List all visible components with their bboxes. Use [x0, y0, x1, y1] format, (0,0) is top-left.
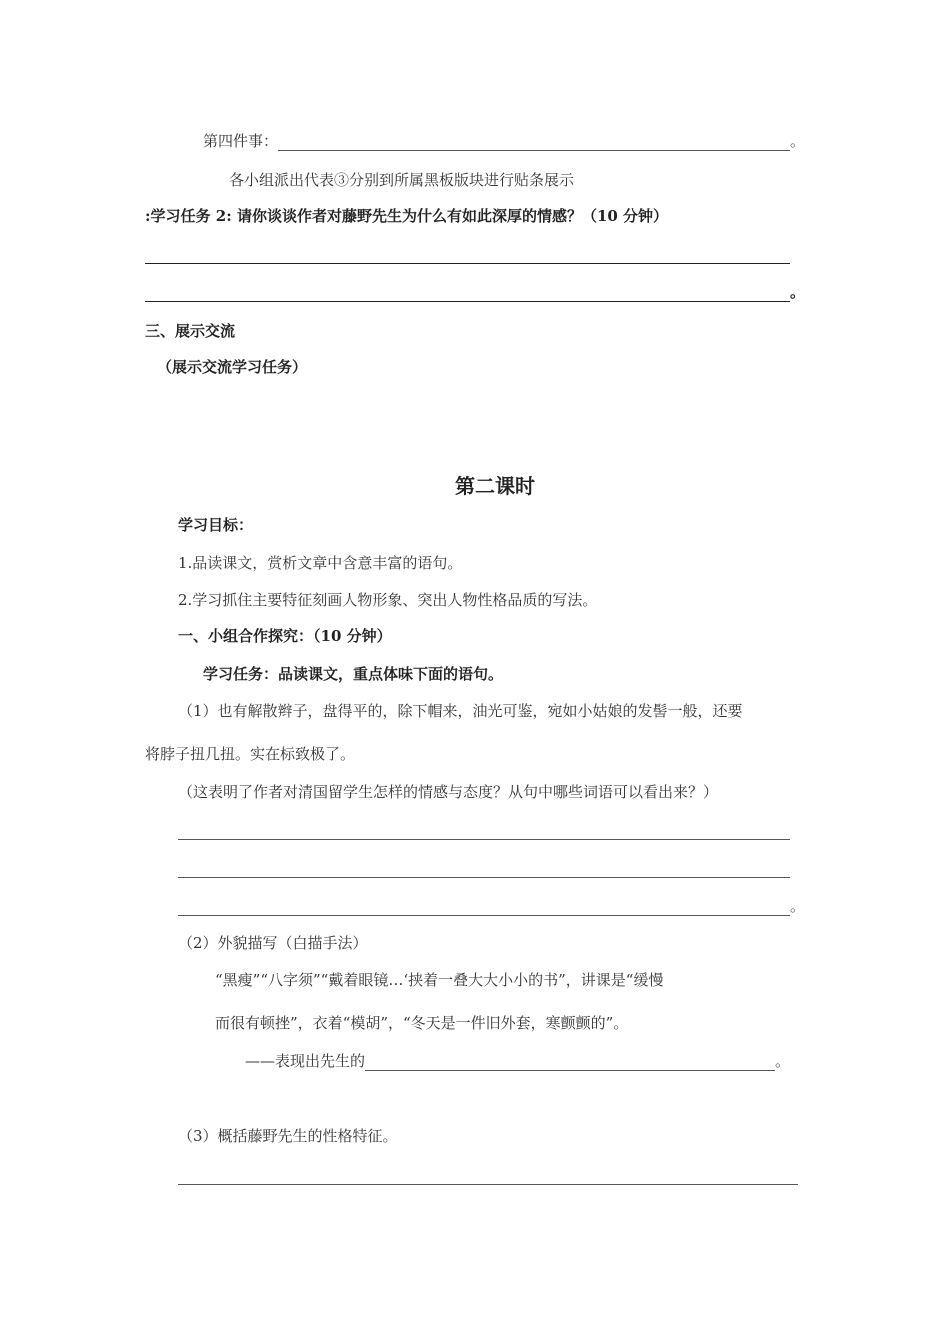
- q2-answer-blank[interactable]: [365, 1056, 775, 1071]
- fourth-event-label: 第四件事：: [203, 132, 279, 150]
- task2-answer-line-1[interactable]: [145, 244, 790, 264]
- q3-answer-line[interactable]: [178, 1165, 798, 1185]
- goal-1: 1.品读课文，赏析文章中含意丰富的语句。: [178, 554, 463, 572]
- q1-answer-line-3[interactable]: [178, 896, 805, 916]
- lesson2-title: 第二课时: [455, 474, 535, 498]
- q1-answer-line-1[interactable]: [178, 820, 790, 840]
- q1-answer-line-2[interactable]: [178, 858, 790, 878]
- q2-answer-line: [245, 1051, 790, 1071]
- q3-heading: （3）概括藤野先生的性格特征。: [178, 1127, 398, 1145]
- period: 。: [775, 1052, 791, 1070]
- goals-heading: 学习目标：: [178, 516, 254, 534]
- section3-note: （展示交流学习任务）: [157, 358, 308, 376]
- period: 。: [790, 897, 806, 915]
- period: 。: [790, 283, 806, 301]
- q2-quote-line-1: “黑瘦”“八字须”“戴着眼镜…‘挟着一叠大大小小的书”，讲课是“缓慢: [215, 971, 664, 989]
- q1-question: （这表明了作者对清国留学生怎样的情感与态度？从句中哪些词语可以看出来？）: [178, 783, 719, 801]
- part1-heading: 一、小组合作探究：（10 分钟）: [178, 627, 392, 645]
- q1-sentence-line-1: （1）也有解散辫子，盘得平的，除下帽来，油光可鉴，宛如小姑娘的发髻一般，还要: [178, 702, 743, 720]
- section3-heading: 三、展示交流: [145, 322, 236, 340]
- q2-heading: （2）外貌描写（白描手法）: [178, 934, 368, 952]
- task-heading: 学习任务：品读课文，重点体味下面的语句。: [203, 665, 504, 683]
- fourth-event-line: [203, 131, 805, 151]
- goal-2: 2.学习抓住主要特征刻画人物形象、突出人物性格品质的写法。: [178, 591, 598, 609]
- group-display-note: 各小组派出代表③分别到所属黑板版块进行贴条展示: [229, 171, 575, 189]
- q2-quote-line-2: 而很有顿挫”，衣着“模胡”，“冬天是一件旧外套，寒颤颤的”。: [215, 1014, 629, 1032]
- q2-answer-label: ——表现出先生的: [245, 1052, 366, 1070]
- q1-sentence-line-2: 将脖子扭几扭。实在标致极了。: [145, 745, 356, 763]
- fourth-event-answer-line[interactable]: [278, 136, 790, 151]
- task2-answer-line-2[interactable]: [145, 282, 805, 302]
- task2-prompt: :学习任务 2: 请你谈谈作者对藤野先生为什么有如此深厚的情感？（10 分钟）: [145, 207, 669, 225]
- period: 。: [790, 132, 806, 150]
